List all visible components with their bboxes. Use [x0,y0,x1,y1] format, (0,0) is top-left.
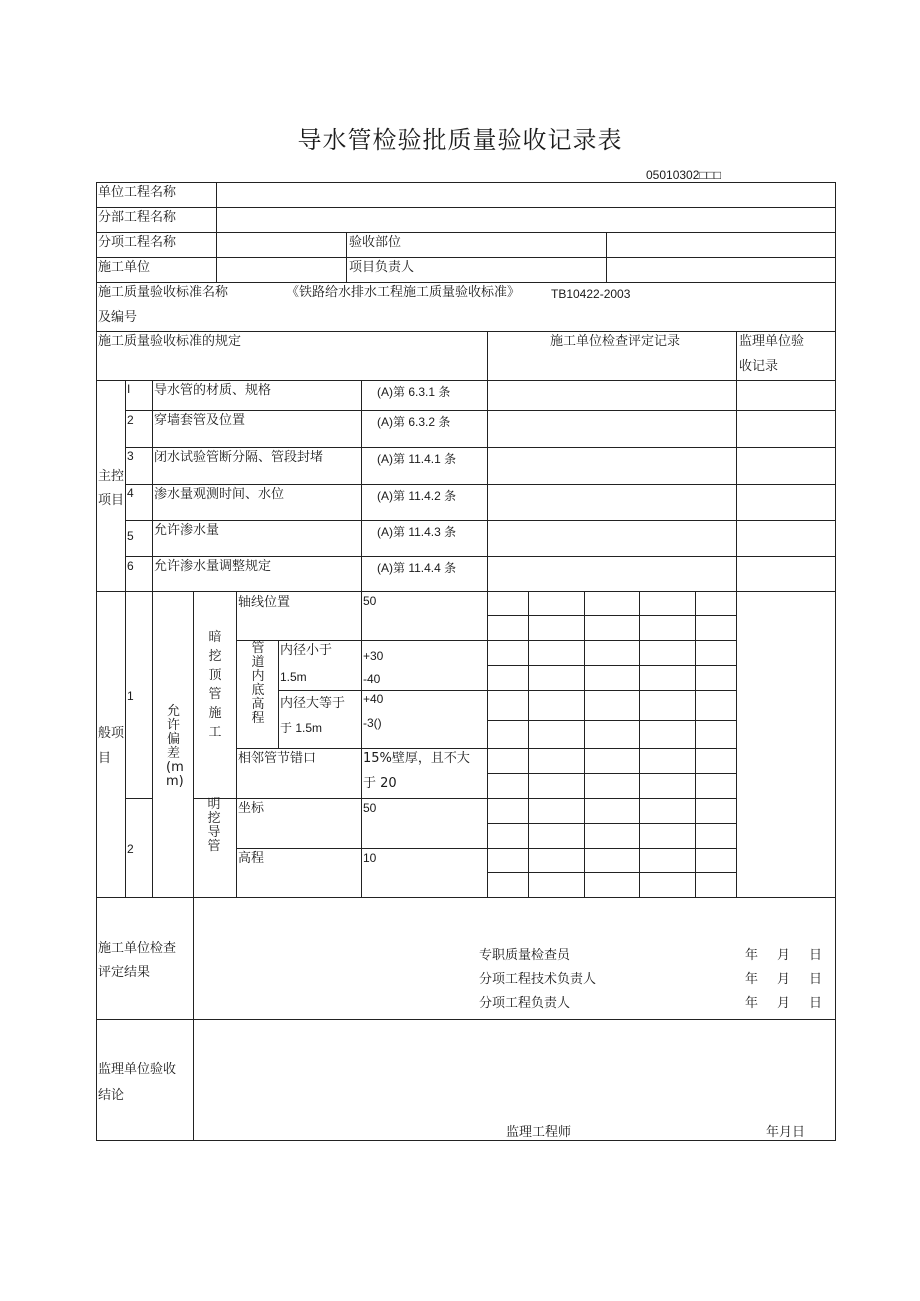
construction-unit-label: 施工单位 [98,260,151,275]
item-value: +30 [363,649,384,663]
item-value: 10 [363,851,377,865]
construction-result-label: 施工单位检查 [98,941,177,956]
page-title: 导水管检验批质量验收记录表 [297,126,623,154]
supervision-record-header-2: 收记录 [739,359,779,374]
item-no: 5 [127,529,134,543]
general-label: 般项 [98,726,125,741]
item-name: 穿墙套管及位置 [154,413,246,428]
tolerance-label: 允许偏差(mm) [166,704,184,789]
item-value: +40 [363,692,384,706]
subitem-label: 分项工程名称 [98,235,177,250]
main-control-label-2: 项目 [98,493,125,508]
construction-record-header: 施工单位检查评定记录 [550,334,681,349]
technical-leader-label: 分项工程技术负责人 [479,972,597,987]
item-value: 50 [363,594,377,608]
main-control-label: 主控 [98,469,125,484]
item-no: 2 [127,413,134,427]
supervision-engineer-label: 监理工程师 [506,1125,572,1140]
item-name-2: 1.5m [280,670,307,684]
regulation-header: 施工质量验收标准的规定 [98,334,242,349]
item-name: 渗水量观测时间、水位 [154,487,285,502]
pipe-bottom-label: 管道内底高程 [251,641,265,726]
item-no: 6 [127,559,134,573]
acceptance-part-label: 验收部位 [349,235,402,250]
standard-label-2: 及编号 [98,310,138,325]
item-value: 15%壁厚，且不大 [363,751,470,766]
item-clause: (A)第 11.4.1 条 [377,452,457,466]
item-name: 相邻管节错口 [238,751,317,766]
item-name: 内径小于 [280,643,333,658]
item-clause: (A)第 6.3.1 条 [377,385,451,399]
general-label-2: 目 [98,751,112,766]
open-section-label: 明挖导管 [207,797,221,854]
standard-name: 《铁路给水排水工程施工质量验收标准》 [286,285,521,300]
item-clause: (A)第 11.4.3 条 [377,525,457,539]
item-no: 3 [127,449,134,463]
item-name-2: 于 1.5m [280,721,323,735]
item-clause: (A)第 11.4.2 条 [377,489,457,503]
item-value-2: -3() [363,716,382,730]
construction-result-label-2: 评定结果 [98,965,151,980]
item-value: 50 [363,801,377,815]
item-clause: (A)第 11.4.4 条 [377,561,457,575]
item-name: 轴线位置 [238,595,291,610]
item-name: 导水管的材质、规格 [154,383,272,398]
unit-project-label: 单位工程名称 [98,185,177,200]
standard-label: 施工质量验收标准名称 [98,285,229,300]
form-code: 05010302□□□ [646,168,722,182]
supervision-conclusion-label-2: 结论 [98,1088,125,1103]
item-name: 允许渗水量调整规定 [154,559,272,574]
item-name: 允许渗水量 [154,523,220,538]
item-no: I [127,382,131,396]
project-leader-label: 项目负责人 [349,260,415,275]
item-value-2: -40 [363,672,381,686]
item-value-2: 于 20 [363,776,397,791]
item-name: 高程 [238,851,265,866]
quality-inspector-label: 专职质量检查员 [479,948,571,963]
item-name: 坐标 [238,801,265,816]
hidden-section-label: 暗挖顶管施工 [208,630,222,740]
supervision-date: 年月日 [766,1125,806,1140]
general-row-no: 2 [127,842,134,856]
general-row-no: 1 [127,689,134,703]
item-clause: (A)第 6.3.2 条 [377,415,451,429]
item-name: 内径大等于 [280,696,346,711]
supervision-record-header: 监理单位验 [739,334,805,349]
supervision-conclusion-label: 监理单位验收 [98,1062,177,1077]
standard-code: TB10422-2003 [551,287,631,301]
subitem-leader-label: 分项工程负责人 [479,996,571,1011]
item-name: 闭水试验管断分隔、管段封堵 [154,450,324,465]
division-label: 分部工程名称 [98,210,177,225]
item-no: 4 [127,486,134,500]
